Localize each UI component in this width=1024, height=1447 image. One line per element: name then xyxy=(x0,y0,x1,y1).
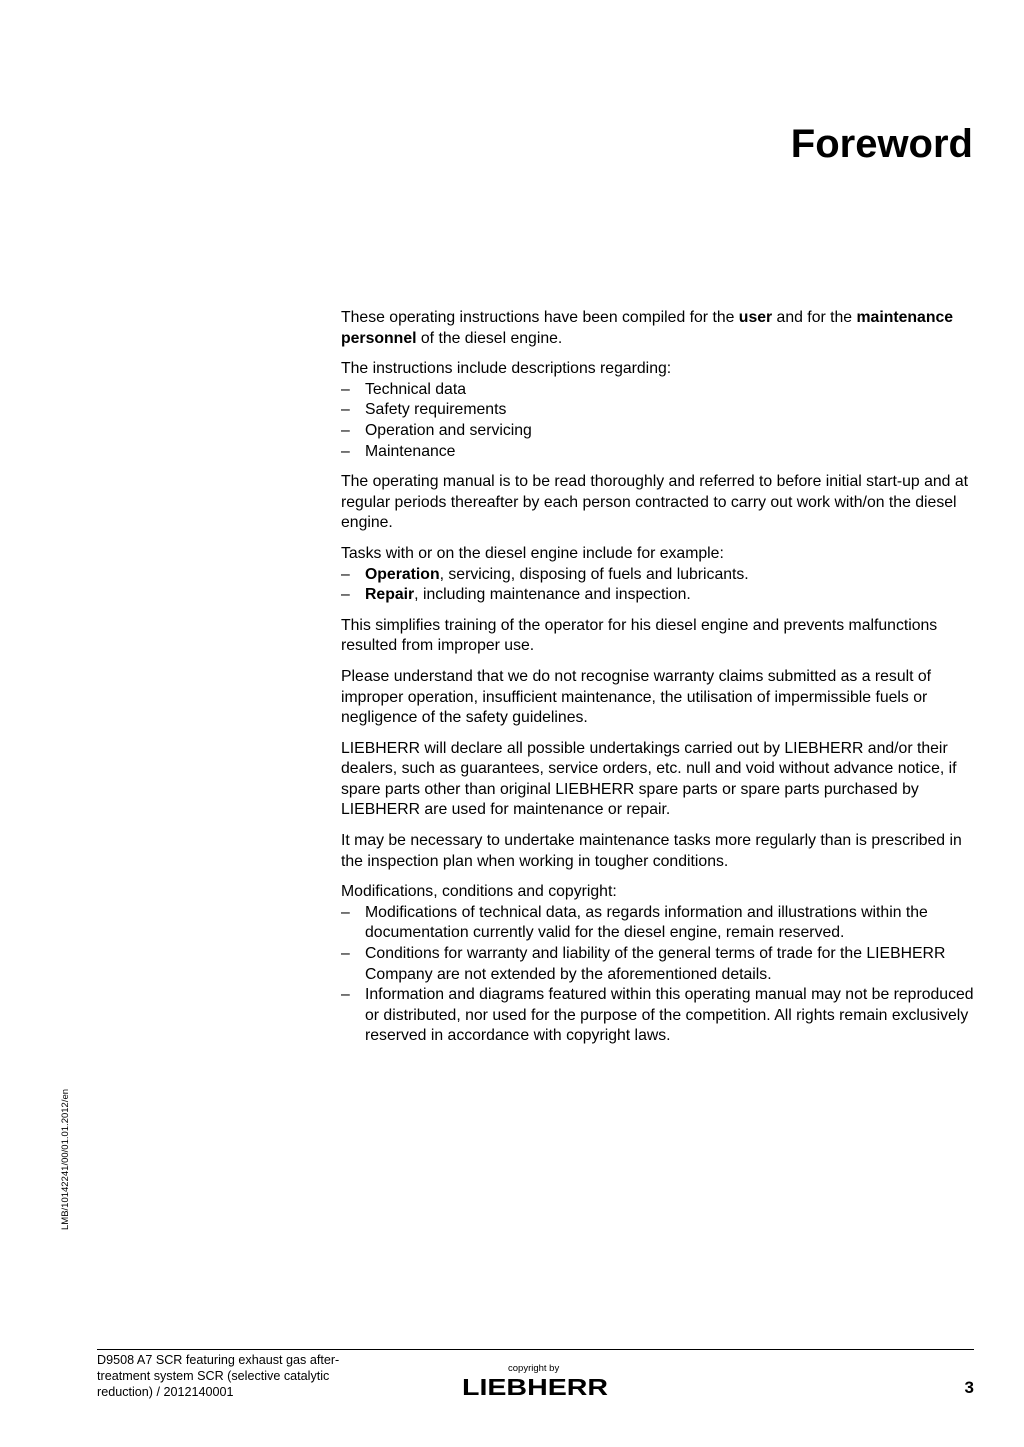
list-item: – Information and diagrams featured within this operating manual may not be reproduced or distributed, nor used for the purpose of the competition. All rights remain exclusively reserved in accordance with copyright laws. xyxy=(341,985,981,1047)
list-item: – Conditions for warranty and liability of the general terms of trade for the LIEBHERR Company are not extended by the aforementioned details. xyxy=(341,944,981,985)
list-item: – Modifications of technical data, as regards information and illustrations within the documentation currently valid for the diesel engine, remain reserved. xyxy=(341,903,981,944)
foreword-body xyxy=(341,308,981,1057)
list-item: – Safety requirements xyxy=(341,400,981,421)
tasks-list xyxy=(341,565,981,606)
intro-personnel-bold: maintenance personnel xyxy=(341,309,954,347)
descriptions-list xyxy=(341,380,981,462)
manual-paragraph: The operating manual is to be read thoroughly and referred to before initial start-up and at regular periods thereafter by each person contracted to carry out work with/on the diesel engine. xyxy=(341,473,968,532)
task-operation-text: , servicing, disposing of fuels and lubricants. xyxy=(439,565,749,583)
task-repair-text: , including maintenance and inspection. xyxy=(414,586,691,604)
list-item: – Maintenance xyxy=(341,442,981,463)
intro-paragraph xyxy=(341,308,981,349)
footer-copyright: copyright by xyxy=(508,1363,560,1374)
task-operation-bold: Operation xyxy=(365,565,440,583)
list-item: – Technical data xyxy=(341,380,981,401)
training-paragraph: This simplifies training of the operator for his diesel engine and prevents malfunctions resulted from improper use. xyxy=(341,616,938,655)
tasks-lead: Tasks with or on the diesel engine include for example: xyxy=(341,544,724,562)
list-item xyxy=(341,565,981,586)
list-item: – Operation and servicing xyxy=(341,421,981,442)
task-repair-bold: Repair xyxy=(365,586,415,604)
descriptions-lead: The instructions include descriptions regarding: xyxy=(341,360,672,378)
warranty-paragraph: Please understand that we do not recognise warranty claims submitted as a result of improper operation, insufficient maintenance, the utilisation of impermissible fuels or negligence of the safety guidelines. xyxy=(341,667,932,727)
liebherr-logo-wordmark xyxy=(462,1376,610,1398)
list-item xyxy=(341,585,981,606)
modifications-list xyxy=(341,903,981,1047)
intro-text-post: of the diesel engine. xyxy=(416,329,563,347)
intro-user-bold: user xyxy=(738,309,773,326)
page-number: 3 xyxy=(964,1378,974,1397)
maintenance-paragraph: It may be necessary to undertake maintenance tasks more regularly than is prescribed in the inspection plan when working in tougher conditions. xyxy=(341,832,962,870)
liebherr-paragraph: LIEBHERR will declare all possible undertakings carried out by LIEBHERR and/or their dealers, such as guarantees, service orders, etc. null and void without advance notice, if spare parts other than original LIEBHERR spare parts or spare parts purchased by LIEBHERR are used for maintenance or repair. xyxy=(341,739,957,819)
footer-divider xyxy=(97,1349,974,1350)
modifications-lead: Modifications, conditions and copyright: xyxy=(341,883,617,901)
liebherr-logo-text: LIEBHERR xyxy=(462,1376,609,1398)
footer-document-title: D9508 A7 SCR featuring exhaust gas after-treatment system SCR (selective catalytic reduction) / 2012140001 xyxy=(97,1353,340,1399)
page-title: Foreword xyxy=(790,122,973,166)
intro-text-pre: These operating instructions have been compiled for the xyxy=(341,309,739,326)
intro-text-mid: and for the xyxy=(772,309,857,326)
liebherr-logo xyxy=(462,1376,610,1403)
document-code-vertical: LMB/10142241/00/01.01.2012/en xyxy=(60,1088,71,1230)
